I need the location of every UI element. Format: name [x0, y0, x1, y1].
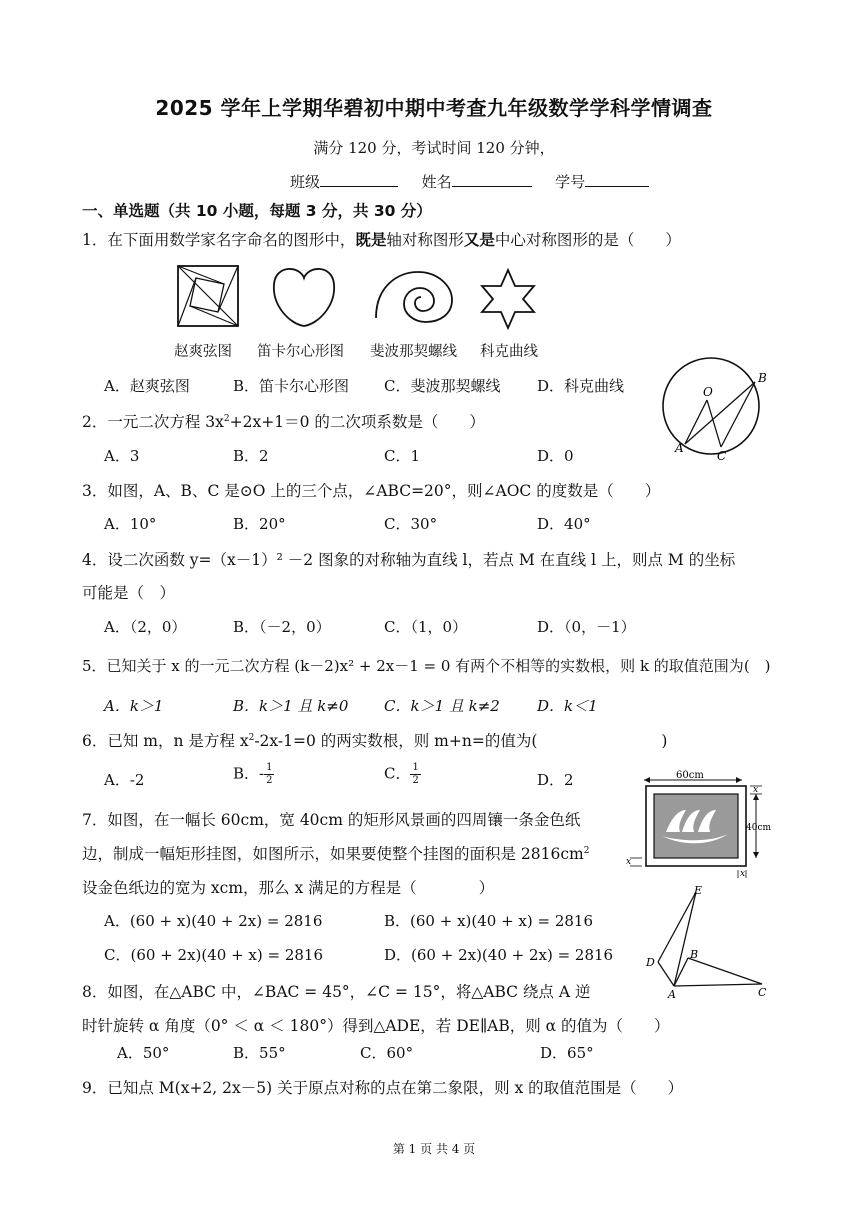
question-7-line-2 — [82, 842, 590, 864]
q2-option-a[interactable]: A．3 — [104, 447, 140, 465]
q3-option-c[interactable]: C．30° — [384, 515, 438, 533]
question-6 — [82, 729, 667, 751]
q1-text-post: 中心对称图形的是（ ） — [494, 231, 681, 249]
q2-text-pre: 2．一元二次方程 3x — [82, 413, 224, 431]
q6-option-b-sign: - — [259, 764, 265, 783]
class-label: 班级 — [290, 173, 321, 191]
q7-line2-sup: 2 — [583, 845, 590, 856]
question-7-line-1: 7．如图，在一幅长 60cm，宽 40cm 的矩形风景画的四周镶一条金色纸 — [82, 811, 581, 829]
label-b: B — [758, 371, 767, 385]
q6-option-c[interactable] — [384, 762, 421, 787]
question-2 — [82, 410, 485, 432]
q2-option-b[interactable]: B．2 — [233, 447, 269, 465]
q8-option-a[interactable]: A．50° — [117, 1044, 170, 1062]
label-a: A — [668, 988, 676, 1000]
q4-option-d[interactable]: D．（0，－1） — [537, 618, 636, 636]
question-3: 3．如图，A、B、C 是⊙O 上的三个点，∠ABC=20°，则∠AOC 的度数是（ ） — [82, 482, 661, 500]
q6-text-pre: 6．已知 m，n 是方程 x — [82, 732, 249, 750]
q6-c-numerator: 1 — [412, 762, 419, 773]
label-c: C — [758, 986, 767, 999]
page-footer: 第 1 页 共 4 页 — [392, 1142, 476, 1156]
label-a: A — [675, 441, 684, 455]
label-height: 40cm — [746, 823, 772, 833]
id-field[interactable] — [585, 172, 649, 187]
q2-option-d[interactable]: D．0 — [537, 447, 574, 465]
q8-option-d[interactable]: D．65° — [540, 1044, 594, 1062]
label-x-top: x — [753, 785, 759, 795]
student-info — [290, 171, 649, 192]
q1-option-a[interactable]: A．赵爽弦图 — [104, 377, 190, 395]
label-width: 60cm — [676, 770, 704, 781]
question-7-line-3: 设金色纸边的宽为 xcm，那么 x 满足的方程是（ ） — [82, 879, 495, 897]
q5-option-d[interactable]: D．k＜1 — [537, 697, 598, 715]
q3-option-b[interactable]: B．20° — [233, 515, 286, 533]
class-field[interactable] — [320, 172, 398, 187]
q3-option-a[interactable]: A．10° — [104, 515, 157, 533]
question-1 — [82, 228, 681, 250]
q6-b-numerator: 1 — [266, 762, 273, 773]
q1-text-mid: 轴对称图形 — [386, 231, 464, 249]
q6-option-a[interactable]: A．-2 — [104, 771, 145, 789]
label-e: E — [694, 884, 703, 897]
label-d: D — [646, 956, 655, 969]
id-label: 学号 — [555, 173, 586, 191]
q6-option-d[interactable]: D．2 — [537, 771, 574, 789]
q1-option-d[interactable]: D．科克曲线 — [537, 377, 625, 395]
q5-option-a[interactable]: A．k＞1 — [104, 697, 164, 715]
q6-c-denominator: 2 — [412, 775, 419, 786]
caption-zhao-shuang: 赵爽弦图 — [174, 344, 232, 360]
q8-option-c[interactable]: C．60° — [360, 1044, 414, 1062]
label-o: O — [703, 385, 713, 399]
q6-b-denominator: 2 — [266, 775, 273, 786]
page-title: 2025 学年上学期华碧初中期中考查九年级数学学科学情调查 — [155, 96, 713, 120]
question-5: 5．已知关于 x 的一元二次方程 (k－2)x² + 2x－1 = 0 有两个不相等的实数根，则 k 的取值范围为( ) — [82, 657, 771, 675]
q4-option-a[interactable]: A．（2，0） — [104, 618, 187, 636]
q1-emph-2: 又是 — [463, 231, 495, 249]
q7-option-d[interactable]: D．(60 + 2x)(40 + 2x) = 2816 — [384, 946, 614, 964]
cardioid-figure — [270, 262, 338, 330]
question-4-line-1: 4．设二次函数 y=（x－1）² －2 图象的对称轴为直线 l，若点 M 在直线 l 上，则点 M 的坐标 — [82, 551, 736, 569]
q2-sup: 2 — [223, 413, 230, 424]
label-x-left: x — [626, 857, 632, 867]
q7-option-a[interactable]: A．(60 + x)(40 + 2x) = 2816 — [104, 912, 323, 930]
exam-subtitle: 满分 120 分，考试时间 120 分钟， — [313, 139, 555, 157]
q7-option-c[interactable]: C．(60 + 2x)(40 + x) = 2816 — [104, 946, 324, 964]
caption-cardioid: 笛卡尔心形图 — [257, 344, 344, 360]
q5-option-b[interactable]: B．k＞1 且 k≠0 — [233, 697, 349, 715]
label-b: B — [690, 948, 699, 961]
q2-text-post: +2x+1＝0 的二次项系数是（ ） — [229, 413, 485, 431]
section-heading: 一、单选题（共 10 小题，每题 3 分，共 30 分） — [82, 202, 432, 220]
zhao-shuang-figure — [176, 264, 240, 328]
question-8-line-1: 8．如图，在△ABC 中，∠BAC = 45°，∠C = 15°，将△ABC 绕点 A 逆 — [82, 983, 591, 1001]
fibonacci-spiral-figure — [372, 268, 456, 324]
rotated-triangle-figure — [640, 884, 775, 1000]
q8-option-b[interactable]: B．55° — [233, 1044, 286, 1062]
question-8-line-2: 时针旋转 α 角度（0° ＜ α ＜ 180°）得到△ADE，若 DE∥AB，则 α 的值为（ ） — [82, 1017, 670, 1035]
q1-option-b[interactable]: B．笛卡尔心形图 — [233, 377, 350, 395]
question-4-line-2: 可能是（ ） — [82, 584, 176, 602]
q4-option-c[interactable]: C．（1，0） — [384, 618, 468, 636]
q7-option-b[interactable]: B．(60 + x)(40 + x) = 2816 — [384, 912, 594, 930]
caption-fibonacci: 斐波那契螺线 — [370, 344, 457, 360]
q6-option-b[interactable] — [233, 762, 274, 787]
q6-text-post: -2x-1=0 的两实数根，则 m+n=的值为( ) — [254, 732, 668, 750]
q4-option-b[interactable]: B．（－2，0） — [233, 618, 331, 636]
q6-option-c-letter: C． — [384, 764, 411, 783]
label-c: C — [717, 449, 727, 463]
caption-koch: 科克曲线 — [480, 344, 538, 360]
name-field[interactable] — [452, 172, 532, 187]
q6-option-b-letter: B． — [233, 764, 260, 783]
q7-line2-text: 边，制成一幅矩形挂图，如图所示，如果要使整个挂图的面积是 2816cm — [82, 845, 584, 863]
koch-star-figure — [478, 268, 538, 330]
name-label: 姓名 — [421, 173, 452, 191]
q2-option-c[interactable]: C．1 — [384, 447, 421, 465]
label-x-bottom: x — [740, 869, 746, 879]
circle-figure — [655, 352, 775, 464]
q1-text-pre: 1．在下面用数学家名字命名的图形中， — [82, 231, 356, 249]
q6-sup: 2 — [248, 732, 255, 743]
q5-option-c[interactable]: C．k＞1 且 k≠2 — [384, 697, 500, 715]
q1-option-c[interactable]: C．斐波那契螺线 — [384, 377, 501, 395]
picture-frame-figure — [622, 770, 772, 880]
question-9: 9．已知点 M(x+2, 2x－5) 关于原点对称的点在第二象限，则 x 的取值范围是（ ） — [82, 1079, 684, 1097]
q3-option-d[interactable]: D．40° — [537, 515, 591, 533]
q1-emph-1: 既是 — [355, 231, 387, 249]
